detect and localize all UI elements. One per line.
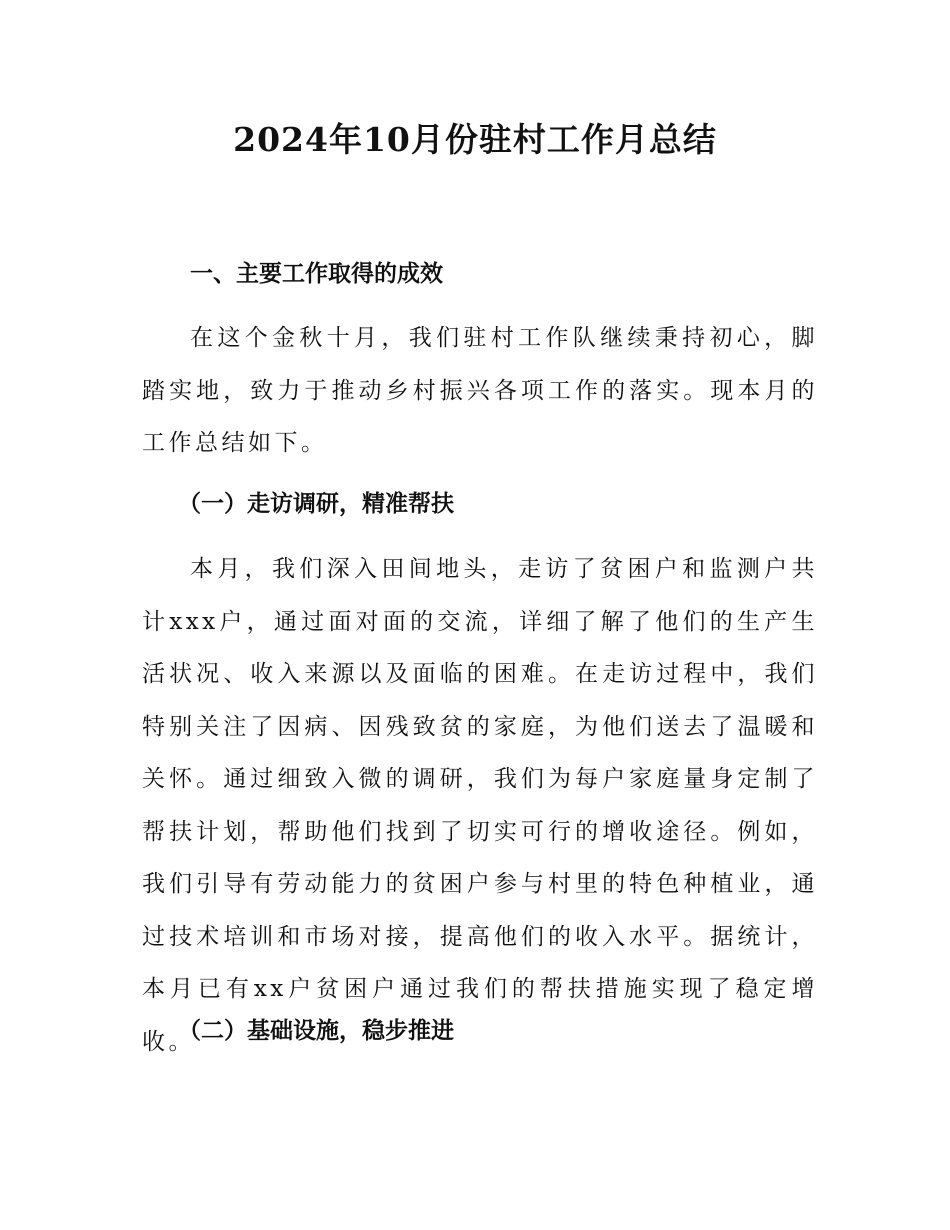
subsection-heading-visits: （一）走访调研，精准帮扶 bbox=[178, 491, 454, 517]
intro-paragraph: 在这个金秋十月，我们驻村工作队继续秉持初心，脚踏实地，致力于推动乡村振兴各项工作的落实。现本月的工作总结如下。 bbox=[142, 325, 818, 456]
document-title: 2024年10月份驻村工作月总结 bbox=[233, 120, 717, 159]
visits-paragraph: 本月，我们深入田间地头，走访了贫困户和监测户共计xxx户，通过面对面的交流，详细了解了他们的生产生活状况、收入来源以及面临的困难。在走访过程中，我们特别关注了因病、因残致贫的家庭，为他们送去了温暖和关怀。通过细致入微的调研，我们为每户家庭量身定制了帮扶计划，帮助他们找到了切实可行的增收途径。例如，我们引导有劳动能力的贫困户参与村里的特色种植业，通过技术培训和市场对接，提高他们的收入水平。据统计，本月已有xx户贫困户通过我们的帮扶措施实现了稳定增收。 bbox=[142, 556, 818, 1055]
subsection-heading-infrastructure: （二）基础设施，稳步推进 bbox=[178, 1018, 454, 1044]
section-heading-main-achievements: 一、主要工作取得的成效 bbox=[190, 261, 443, 287]
